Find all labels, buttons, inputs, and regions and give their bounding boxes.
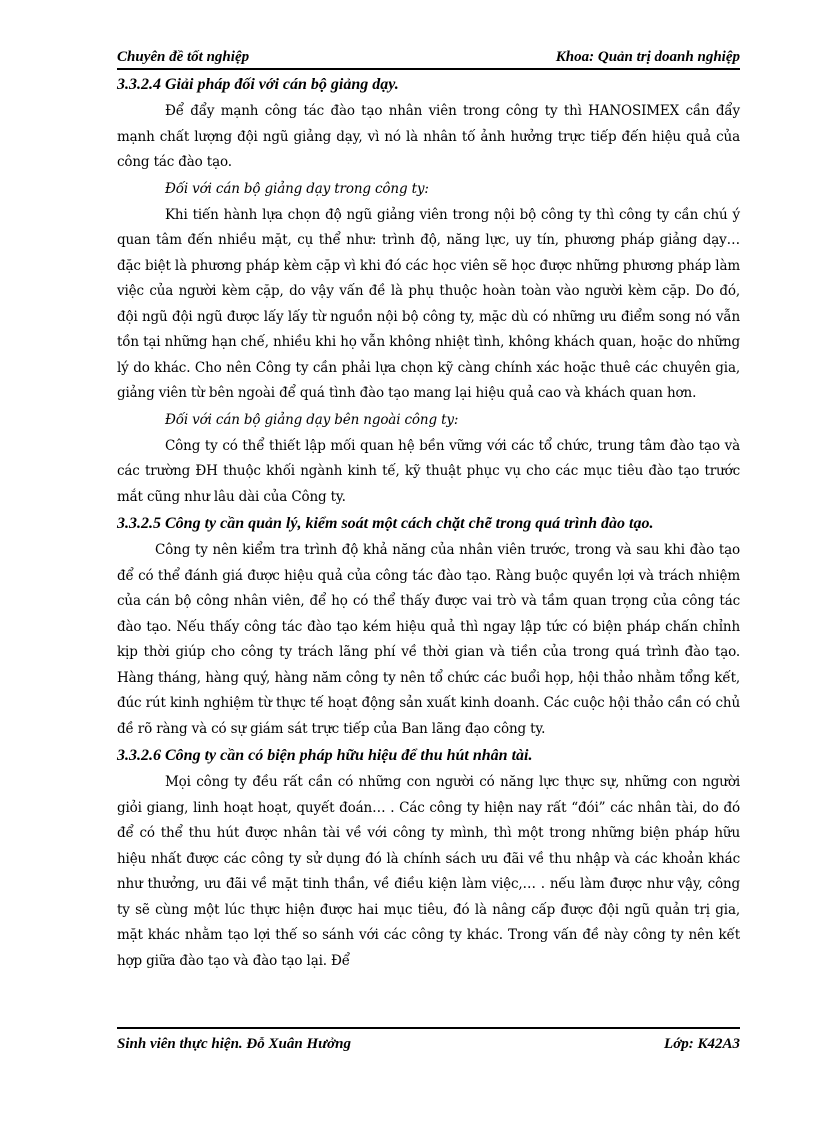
external-lecturers-heading: Đối với cán bộ giảng dạy bên ngoài công ty: [165,411,459,428]
page-body [117,71,740,974]
internal-lecturers-heading: Đối với cán bộ giảng dạy trong công ty: [165,180,429,197]
external-lecturers-text: Công ty có thể thiết lập mối quan hệ bền vững với các tổ chức, trung tâm đào tạo và các trường ĐH thuộc khối ngành kinh tế, kỹ thuật phục vụ cho các mục tiêu đào tạo trước mắt cũng như lâu dài của Công ty. [117,437,740,505]
footer-student-name: Sinh viên thực hiện. Đỗ Xuân Hưởng [117,1036,352,1052]
internal-lecturers-text: Khi tiến hành lựa chọn độ ngũ giảng viên trong nội bộ công ty thì công ty cần chú ý quan tâm đến nhiều mặt, cụ thể như: trình độ, năng lực, uy tín, phương pháp giảng dạy… đặc biệt là phương pháp kèm cặp vì khi đó các học viên sẽ học được những phương pháp làm việc của người kèm cặp, do vậy vấn đề là phụ thuộc hoàn toàn vào người kèm cặp. Do đó, đội ngũ đội ngũ được lấy lấy từ nguồn nội bộ công ty, mặc dù có những ưu điểm song nó vẫn tồn tại những hạn chế, nhiều khi họ vẫn không nhiệt tình, không khách quan, hoặc do những lý do khác. Cho nên Công ty cần phải lựa chọn kỹ càng chính xác hoặc thuê các chuyên gia, giảng viên từ bên ngoài để quá tình đào tạo mang lại hiệu quả cao và khách quan hơn. [117,206,740,401]
section-heading-3326: 3.3.2.6 Công ty cần có biện pháp hữu hiệu để thu hút nhân tài. [117,747,533,764]
section-3326-text: Mọi công ty đều rất cần có những con người có năng lực thực sự, những con người giỏi giang, linh hoạt hoạt, quyết đoán… . Các công ty hiện nay rất “đói” các nhân tài, do đó để có thể thu hút được nhân tài về với công ty mình, thì một trong những biện pháp hữu hiệu nhất được các công ty sử dụng đó là chính sách ưu đãi về thu nhập và các khoản khác như thưởng, ưu đãi về mặt tinh thần, về điều kiện làm việc,… . nếu làm được như vậy, công ty sẽ cùng một lúc thực hiện được hai mục tiêu, đó là nâng cấp được đội ngũ quản trị gia, mặt khác nhằm tạo lợi thế so sánh với các công ty khác. Trong vấn đề này công ty nên kết hợp giữa đào tạo và đào tạo lại. Để [117,774,740,969]
footer-class: Lớp: K42A3 [664,1036,740,1052]
section-3324-intro: Để đẩy mạnh công tác đào tạo nhân viên trong công ty thì HANOSIMEX cần đẩy mạnh chất lượng đội ngũ giảng dạy, vì nó là nhân tố ảnh hưởng trực tiếp đến hiệu quả của công tác đào tạo. [117,103,740,170]
section-3325-text: Công ty nên kiểm tra trình độ khả năng của nhân viên trước, trong và sau khi đào tạo để có thể đánh giá được hiệu quả của công tác đào tạo. Ràng buộc quyền lợi và trách nhiệm của cán bộ công nhân viên, để họ có thể thấy được vai trò và tầm quan trọng của công tác đào tạo. Nếu thấy công tác đào tạo kém hiệu quả thì ngay lập tức có biện pháp chấn chỉnh kịp thời giúp cho công ty trách lãng phí về thời gian và tiền của trong quá trình đào tạo. Hàng tháng, hàng quý, hàng năm công ty nên tổ chức các buổi họp, hội thảo nhằm tổng kết, đúc rút kinh nghiệm từ thực tế hoạt động sản xuất kinh doanh. Các cuộc hội thảo cần có chủ đề rõ ràng và có sự giám sát trực tiếp của Ban lãng đạo công ty. [117,542,740,737]
page-header [117,48,740,70]
section-heading-3324: 3.3.2.4 Giải pháp đối với cán bộ giảng dạy. [117,76,399,93]
header-document-type: Chuyên đề tốt nghiệp [117,49,250,65]
section-heading-3325: 3.3.2.5 Công ty cần quản lý, kiểm soát một cách chặt chẽ trong quá trình đào tạo. [117,515,654,532]
header-faculty: Khoa: Quản trị doanh nghiệp [555,49,740,65]
page-footer [117,1027,740,1057]
